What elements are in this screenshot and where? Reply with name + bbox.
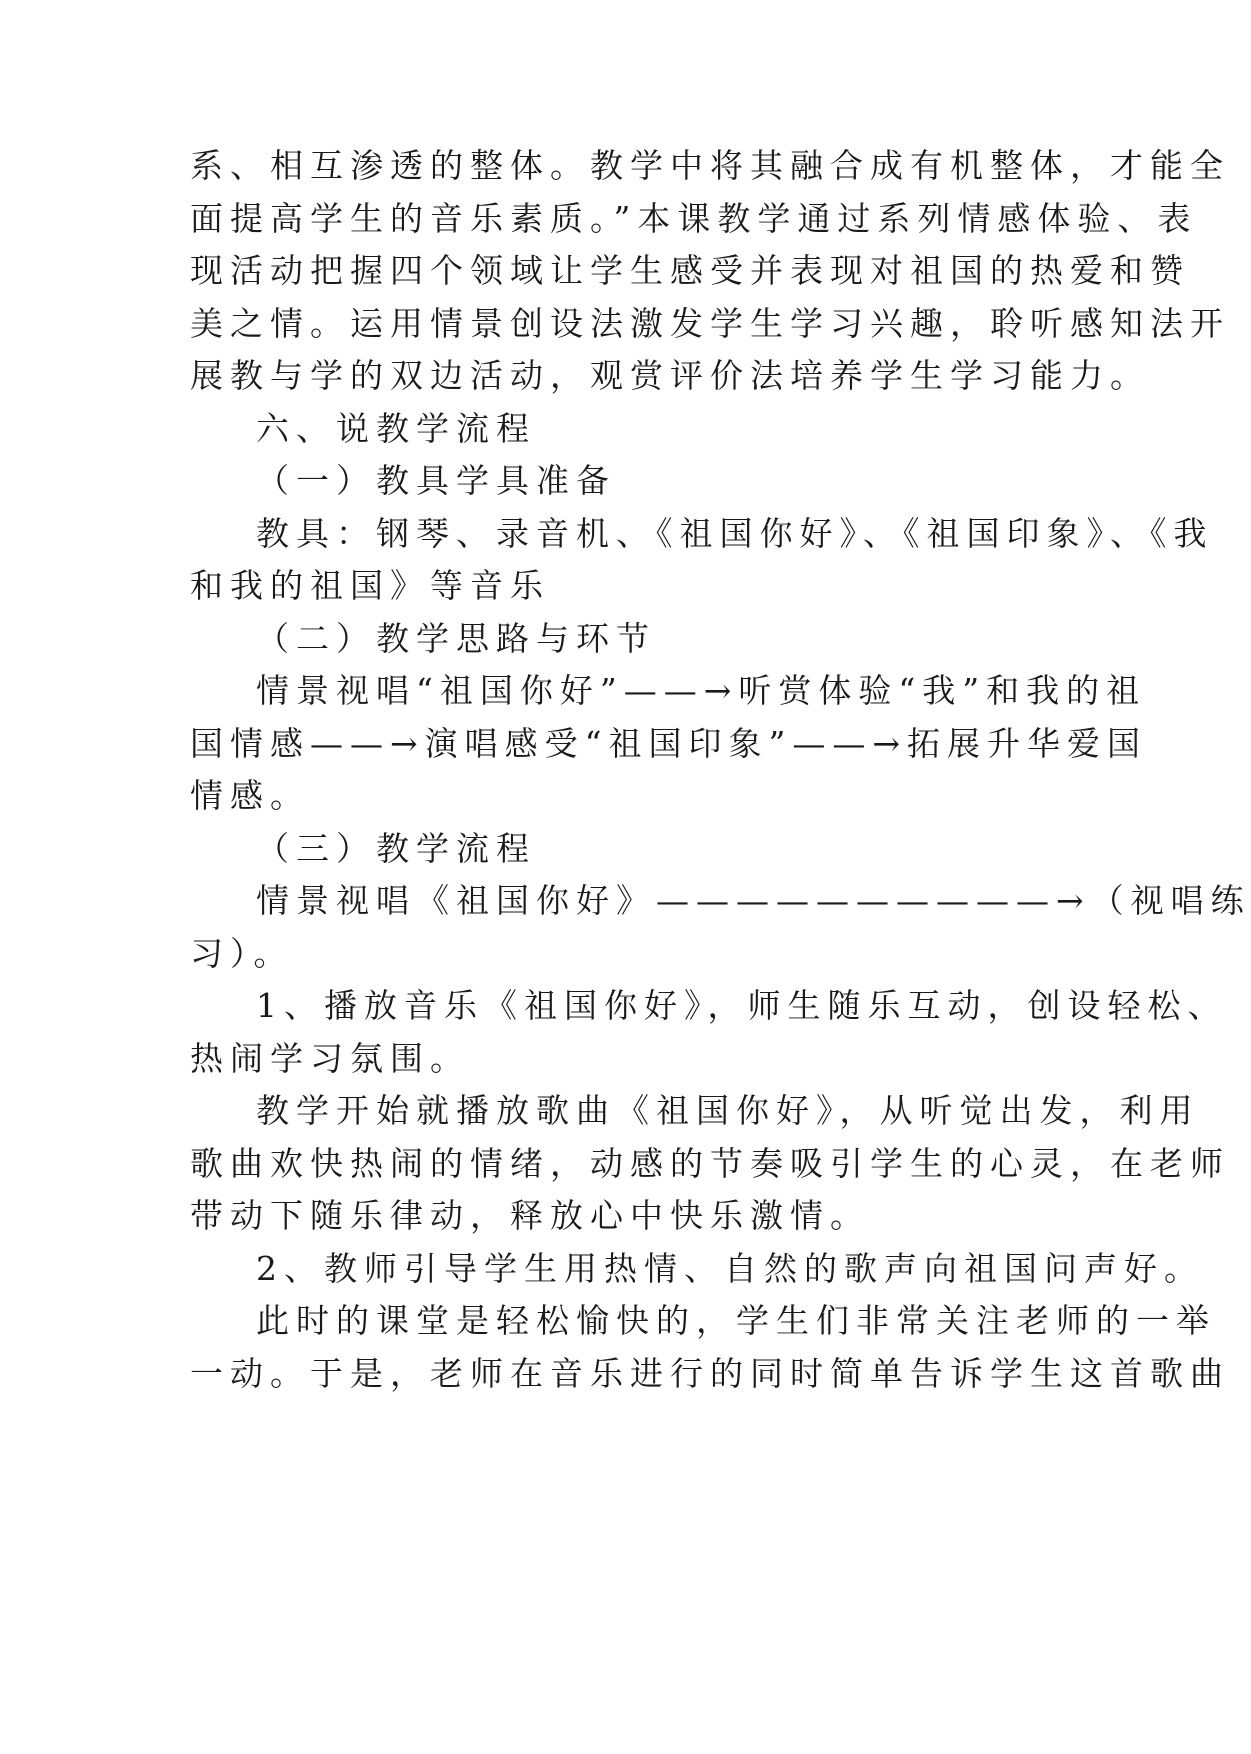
- numbered-item: 2、教师引导学生用热情、自然的歌声向祖国问声好。: [256, 1249, 1204, 1288]
- subsection-heading: （一）教具学具准备: [256, 461, 616, 500]
- paragraph-line: 展教与学的双边活动，观赏评价法培养学生学习能力。: [190, 356, 1150, 395]
- paragraph-line: 情景视唱《祖国你好》——————————→（视唱练: [256, 881, 1251, 920]
- paragraph-line: 系、相互渗透的整体。教学中将其融合成有机整体，才能全: [190, 146, 1230, 185]
- paragraph-line: 此时的课堂是轻松愉快的，学生们非常关注老师的一举: [256, 1301, 1216, 1340]
- paragraph-line: 热闹学习氛围。: [190, 1039, 470, 1078]
- subsection-heading: （二）教学思路与环节: [256, 619, 656, 658]
- paragraph-line: 一动。于是，老师在音乐进行的同时简单告诉学生这首歌曲: [190, 1354, 1230, 1393]
- paragraph-line: 教学开始就播放歌曲《祖国你好》，从听觉出发，利用: [256, 1091, 1200, 1130]
- paragraph-line: 和我的祖国》等音乐: [190, 566, 550, 605]
- subsection-heading: （三）教学流程: [256, 829, 536, 868]
- paragraph-line: 教具：钢琴、录音机、《祖国你好》、《祖国印象》、《我: [256, 514, 1214, 553]
- paragraph-line: 现活动把握四个领域让学生感受并表现对祖国的热爱和赞: [190, 251, 1190, 290]
- paragraph-line: 习）。: [190, 934, 294, 973]
- section-heading: 六、说教学流程: [256, 409, 536, 448]
- paragraph-line: 带动下随乐律动，释放心中快乐激情。: [190, 1196, 870, 1235]
- paragraph-line: 情景视唱“祖国你好”——→听赏体验“我”和我的祖: [256, 671, 1147, 710]
- paragraph-line: 情感。: [190, 776, 310, 815]
- paragraph-line: 国情感——→演唱感受“祖国印象”——→拓展升华爱国: [190, 724, 1148, 763]
- paragraph-line: 歌曲欢快热闹的情绪，动感的节奏吸引学生的心灵，在老师: [190, 1144, 1230, 1183]
- numbered-item: 1、播放音乐《祖国你好》，师生随乐互动，创设轻松、: [256, 986, 1228, 1025]
- paragraph-line: 面提高学生的音乐素质。”本课教学通过系列情感体验、表: [190, 199, 1198, 238]
- paragraph-line: 美之情。运用情景创设法激发学生学习兴趣，聆听感知法开: [190, 304, 1230, 343]
